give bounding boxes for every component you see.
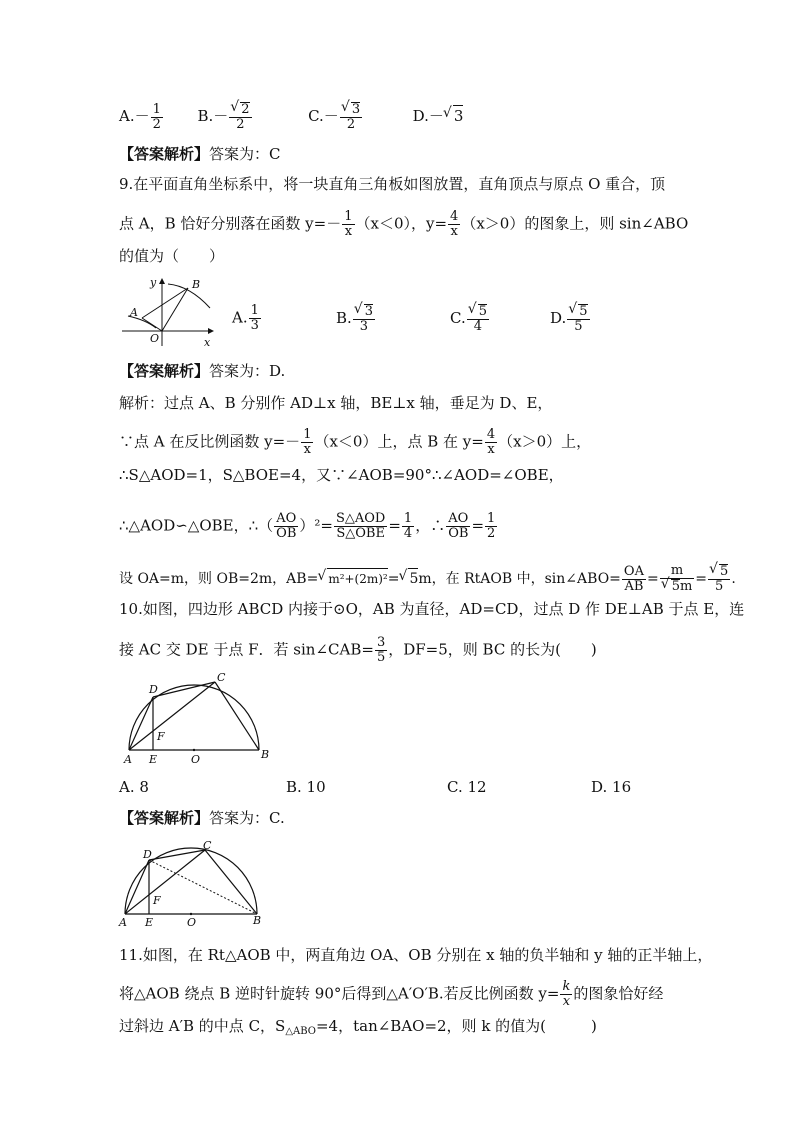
label-d: D <box>143 848 152 861</box>
q9-option-d: D. √ $\frac{5}{5}$ <box>550 304 591 334</box>
q9-solution-5: 设 OA=m，则 OB=2m，AB=√ m²+(2m)²=√ 5m，在 RtAOB 中，sin∠ABO= $\frac{OA}{AB}$ = m √ 5m = √ $\frac{5}{5}$ . <box>119 564 736 594</box>
q8-option-b: B.－ √ $\frac{2}{2}$ <box>197 107 252 125</box>
q10-figure <box>119 670 269 766</box>
q9-line3: 的值为（ ） <box>119 247 225 265</box>
q10-option-d: D. 16 <box>591 778 632 796</box>
label-f: F <box>157 730 165 743</box>
q8-options <box>119 102 463 132</box>
q8-answer: 【答案解析】答案为：C <box>119 145 281 163</box>
label-b: B <box>261 748 269 761</box>
label-f: F <box>153 894 161 907</box>
q8-option-a: A.－ $\frac{1}{2}$ <box>119 101 161 132</box>
label-x: x <box>204 336 211 349</box>
q9-solution-3: ∴S△AOD=1，S△BOE=4，又∵∠AOB=90°∴∠AOD=∠OBE， <box>119 466 564 484</box>
label-e: E <box>145 916 154 929</box>
label-b: B <box>192 278 201 291</box>
label-a: A <box>119 916 127 929</box>
q9-line2: 点 A，B 恰好分别落在函数 y=－ $\frac{1}{x}$ （x＜0），y= $\frac{4}{x}$ （x＞0）的图象上，则 sin∠ABO <box>119 209 689 239</box>
label-d: D <box>149 683 158 696</box>
label-o: O <box>191 753 201 766</box>
q10-option-c: C. 12 <box>447 778 487 796</box>
q9-answer: 【答案解析】答案为：D. <box>119 362 286 380</box>
q10-option-b: B. 10 <box>286 778 326 796</box>
q11-line3: 过斜边 A′B 的中点 C，$S_{\triangle ABO}=4$，tan∠BAO=2，则 k 的值为( ) <box>119 1017 597 1037</box>
label-b: B <box>253 914 262 927</box>
label-o: O <box>187 916 197 929</box>
label-e: E <box>149 753 158 766</box>
label-c: C <box>217 671 226 684</box>
q9-solution-2: ∵点 A 在反比例函数 y=－ $\frac{1}{x}$ （x＜0）上，点 B 在 y= $\frac{4}{x}$ （x＞0）上， <box>119 427 592 457</box>
q11-line2: 将△AOB 绕点 B 逆时针旋转 90°后得到△A′O′B.若反比例函数 y= $\frac{k}{x}$ 的图象恰好经 <box>119 979 664 1009</box>
q11-line1: 11.如图，在 Rt△AOB 中，两直角边 OA、OB 分别在 x 轴的负半轴和 y 轴的正半轴上， <box>119 946 713 964</box>
q9-option-a: A. $\frac{1}{3}$ <box>232 303 259 333</box>
q10-line2: 接 AC 交 DE 于点 F．若 sin∠CAB= $\frac{3}{5}$ ，DF=5，则 BC 的长为( ) <box>119 635 597 665</box>
q9-line1: 9.在平面直角坐标系中，将一块直角三角板如图放置，直角顶点与原点 O 重合，顶 <box>119 175 666 193</box>
q8-option-d: D.－√ 3 <box>413 107 464 125</box>
label-y: y <box>150 276 157 289</box>
label-o: O <box>150 332 160 345</box>
q9-option-c: C. √ $\frac{5}{4}$ <box>450 304 490 334</box>
label-c: C <box>203 839 212 852</box>
q8-option-c: C.－ √ $\frac{3}{2}$ <box>308 107 363 125</box>
q10-answer: 【答案解析】答案为：C. <box>119 809 285 827</box>
q9-option-b: B. √ $\frac{3}{3}$ <box>336 304 376 334</box>
q9-figure <box>120 276 215 350</box>
answer-tag: 【答案解析】 <box>119 145 210 163</box>
label-a: A <box>124 753 132 766</box>
label-a: A <box>130 306 138 319</box>
q9-solution-4: ∴△AOD∽△OBE，∴（ $\frac{AO}{OB}$ ）²= $\frac{\text{S△AOD}}{\text{S△OBE}}$ = $\frac{1}{4}$ ，∴ $\frac{AO}{OB}$ = $\frac{1}{2}$ <box>119 511 496 541</box>
q10-line1: 10.如图，四边形 ABCD 内接于⊙O，AB 为直径，AD=CD，过点 D 作 DE⊥AB 于点 E，连 <box>119 600 745 618</box>
q10-option-a: A. 8 <box>119 778 149 796</box>
q9-solution-1: 解析：过点 A、B 分别作 AD⊥x 轴，BE⊥x 轴，垂足为 D、E， <box>119 394 553 412</box>
q10-answer-figure <box>117 838 267 934</box>
